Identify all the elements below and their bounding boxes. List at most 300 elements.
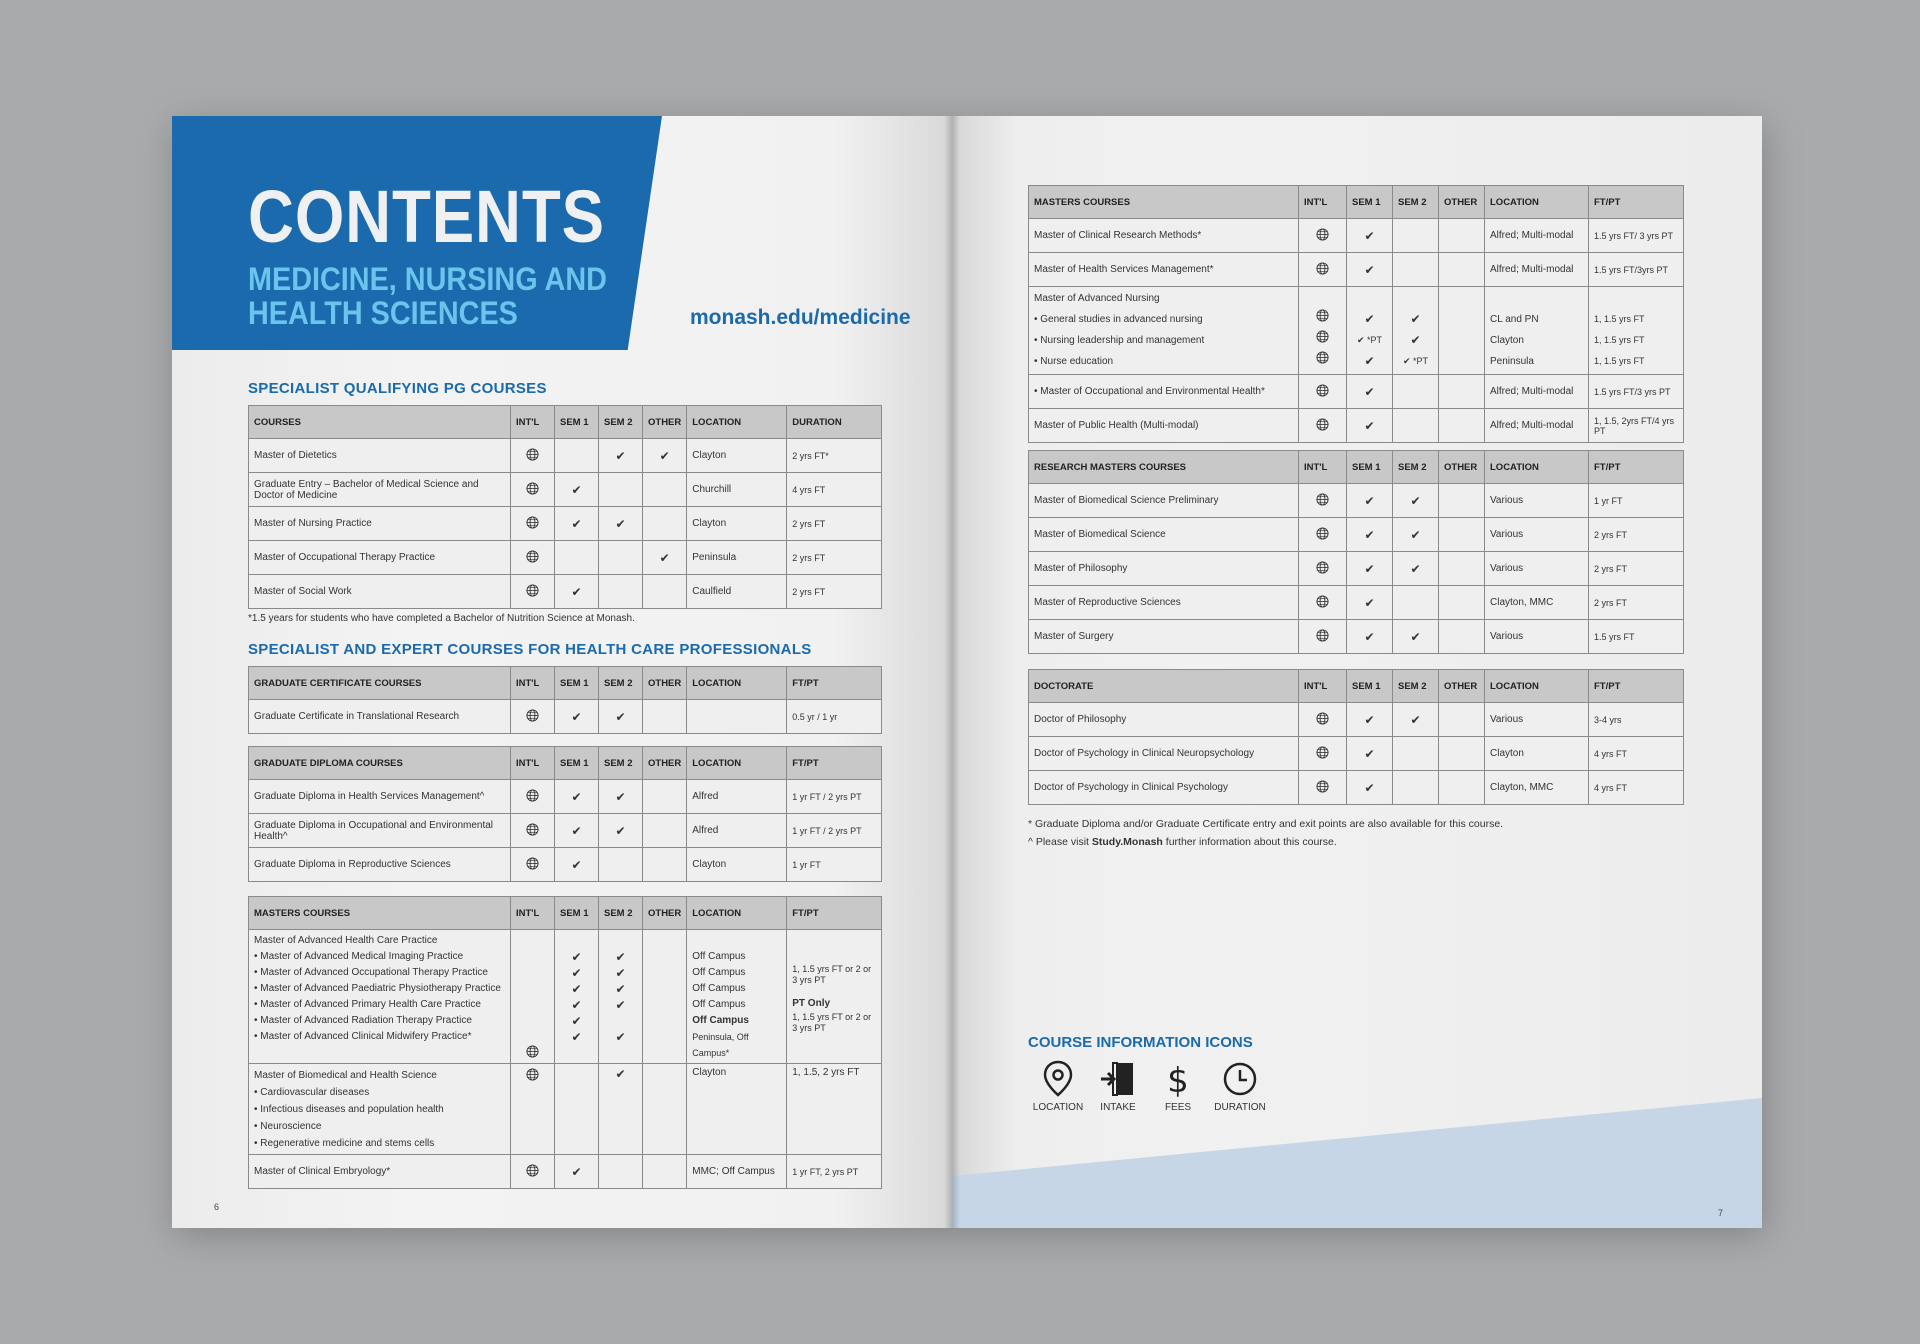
intl-cell	[511, 1064, 555, 1155]
sem1-cell: ✔	[1347, 552, 1393, 586]
masters-courses-table	[248, 896, 882, 1189]
course-cell: Doctor of Psychology in Clinical Psychology	[1029, 771, 1299, 805]
sem1-cell: ✔	[1347, 771, 1393, 805]
table-row	[1029, 287, 1684, 375]
course-cell: Master of Public Health (Multi-modal)	[1029, 409, 1299, 443]
col-header: INT'L	[511, 897, 555, 930]
icon-label: FEES	[1164, 1102, 1192, 1113]
col-header: SEM 1	[555, 406, 599, 439]
globe-icon	[1316, 717, 1329, 728]
course-item: • Regenerative medicine and stems cells	[254, 1138, 435, 1149]
graduate-diploma-table	[248, 746, 882, 882]
globe-icon	[1316, 785, 1329, 796]
sem2-cell: ✔	[599, 507, 643, 541]
col-header: SEM 2	[599, 747, 643, 780]
duration-cell: 2 yrs FT*	[787, 439, 882, 473]
course-cell: Doctor of Psychology in Clinical Neuropsychology	[1029, 737, 1299, 771]
doctorate-table	[1028, 669, 1684, 805]
duration-cell: 4 yrs FT	[1589, 737, 1684, 771]
intl-cell	[1299, 287, 1347, 375]
course-item: • Master of Advanced Clinical Midwifery Practice*	[254, 1031, 472, 1042]
sem1-cell: ✔	[1347, 518, 1393, 552]
footnote: ^ Please visit Study.Monash further information about this course.	[1028, 836, 1337, 848]
col-header: GRADUATE CERTIFICATE COURSES	[249, 667, 511, 700]
location-cell	[687, 930, 787, 1064]
other-cell	[643, 507, 687, 541]
course-item: • Infectious diseases and population health	[254, 1104, 444, 1115]
location-cell: Alfred; Multi-modal	[1485, 409, 1589, 443]
course-item: • Cardiovascular diseases	[254, 1087, 370, 1098]
tick-mark: ✔	[1410, 333, 1421, 347]
col-header: RESEARCH MASTERS COURSES	[1029, 451, 1299, 484]
intl-cell	[1299, 703, 1347, 737]
course-cell: Master of Philosophy	[1029, 552, 1299, 586]
globe-icon	[1316, 532, 1329, 543]
sem2-cell	[599, 1155, 643, 1189]
location-cell: MMC; Off Campus	[687, 1155, 787, 1189]
location-cell: Clayton	[687, 848, 787, 882]
col-header: LOCATION	[687, 897, 787, 930]
globe-icon	[1316, 600, 1329, 611]
duration-cell: 4 yrs FT	[1589, 771, 1684, 805]
location-legend	[1028, 1060, 1088, 1113]
sem1-cell: ✔	[1347, 375, 1393, 409]
other-cell	[1439, 287, 1485, 375]
sem2-cell	[599, 541, 643, 575]
course-cell	[249, 930, 511, 1064]
table-row	[1029, 219, 1684, 253]
globe-icon	[1316, 356, 1329, 367]
sem2-cell	[1393, 586, 1439, 620]
duration-cell: 1.5 yrs FT/3yrs PT	[1589, 253, 1684, 287]
sem1-cell: ✔	[555, 814, 599, 848]
intl-cell	[511, 507, 555, 541]
icon-label: INTAKE	[1100, 1102, 1136, 1113]
globe-icon	[526, 1169, 539, 1180]
website-link[interactable]: monash.edu/medicine	[690, 306, 911, 329]
other-cell	[643, 848, 687, 882]
intl-cell	[511, 439, 555, 473]
duration-cell: 0.5 yr / 1 yr	[787, 700, 882, 734]
sem2-cell: ✔	[1393, 620, 1439, 654]
globe-icon	[1316, 389, 1329, 400]
sem1-cell: ✔	[1347, 620, 1393, 654]
sem2-cell	[599, 575, 643, 609]
intl-cell	[511, 848, 555, 882]
sem1-cell	[555, 1064, 599, 1155]
table-row	[249, 848, 882, 882]
sem2-cell	[1393, 409, 1439, 443]
other-cell	[1439, 375, 1485, 409]
sem1-cell: ✔ ✔ ✔ ✔ ✔ ✔	[555, 930, 599, 1064]
globe-icon	[1316, 314, 1329, 325]
location-cell: Alfred	[687, 780, 787, 814]
col-header: FT/PT	[1589, 670, 1684, 703]
intl-cell	[511, 541, 555, 575]
other-cell	[643, 930, 687, 1064]
sem1-cell	[555, 439, 599, 473]
table-row	[249, 1064, 882, 1155]
sem1-cell: ✔	[555, 700, 599, 734]
col-header: INT'L	[511, 747, 555, 780]
col-header: INT'L	[511, 667, 555, 700]
location-cell: Clayton	[1485, 737, 1589, 771]
intl-cell	[1299, 409, 1347, 443]
intl-cell	[511, 780, 555, 814]
sem2-cell: ✔	[599, 439, 643, 473]
location-text: Clayton	[1490, 335, 1524, 346]
sem2-cell: ✔	[599, 814, 643, 848]
right-page	[952, 116, 1762, 1228]
col-header: INT'L	[1299, 670, 1347, 703]
sem2-cell: ✔	[599, 780, 643, 814]
course-cell: Master of Nursing Practice	[249, 507, 511, 541]
course-cell: Graduate Entry – Bachelor of Medical Science and Doctor of Medicine	[249, 473, 511, 507]
course-item: • Master of Advanced Paediatric Physiotherapy Practice	[254, 983, 501, 994]
course-cell: Doctor of Philosophy	[1029, 703, 1299, 737]
table-header-row	[1029, 186, 1684, 219]
intl-cell	[511, 473, 555, 507]
duration-cell: 1 yr FT / 2 yrs PT	[787, 814, 882, 848]
col-header: DURATION	[787, 406, 882, 439]
icon-label: LOCATION	[1032, 1102, 1084, 1113]
location-text: Off Campus	[692, 999, 746, 1010]
other-cell: ✔	[643, 541, 687, 575]
table-row	[1029, 375, 1684, 409]
course-cell: • Master of Occupational and Environmental Health*	[1029, 375, 1299, 409]
course-cell: Graduate Certificate in Translational Research	[249, 700, 511, 734]
duration-cell: 2 yrs FT	[787, 575, 882, 609]
intl-cell	[1299, 771, 1347, 805]
table-row	[1029, 586, 1684, 620]
book-gutter	[944, 116, 960, 1228]
other-cell	[643, 1155, 687, 1189]
duration-cell: 2 yrs FT	[1589, 518, 1684, 552]
intl-cell	[511, 814, 555, 848]
duration-cell: 1, 1.5, 2yrs FT/4 yrs PT	[1589, 409, 1684, 443]
intl-cell	[1299, 586, 1347, 620]
course-cell: Master of Clinical Embryology*	[249, 1155, 511, 1189]
duration-cell: 2 yrs FT	[1589, 552, 1684, 586]
page-number: 6	[214, 1202, 220, 1212]
globe-icon	[1316, 751, 1329, 762]
page-number: 7	[1718, 1208, 1724, 1218]
col-header: SEM 2	[1393, 670, 1439, 703]
study-monash-link[interactable]: Study.Monash	[1091, 836, 1163, 848]
other-cell	[643, 473, 687, 507]
other-cell	[1439, 409, 1485, 443]
footnote: * Graduate Diploma and/or Graduate Certificate entry and exit points are also available for this course.	[1028, 818, 1504, 830]
duration-cell: 1.5 yrs FT/3 yrs PT	[1589, 375, 1684, 409]
intl-cell	[511, 1155, 555, 1189]
other-cell	[1439, 253, 1485, 287]
course-cell: Master of Surgery	[1029, 620, 1299, 654]
col-header: SEM 1	[555, 747, 599, 780]
course-cell	[1029, 287, 1299, 375]
icon-label: DURATION	[1214, 1102, 1266, 1113]
sem2-cell	[1393, 219, 1439, 253]
location-cell: Alfred; Multi-modal	[1485, 375, 1589, 409]
course-cell: Master of Health Services Management*	[1029, 253, 1299, 287]
table-header-row	[1029, 451, 1684, 484]
table-row	[249, 507, 882, 541]
col-header: FT/PT	[787, 897, 882, 930]
duration-cell	[787, 930, 882, 1064]
other-cell	[1439, 737, 1485, 771]
table-row	[249, 780, 882, 814]
sem2-cell	[1393, 737, 1439, 771]
sem2-cell: ✔	[599, 1064, 643, 1155]
globe-icon	[1316, 233, 1329, 244]
table-header-row	[249, 747, 882, 780]
location-cell: Clayton, MMC	[1485, 771, 1589, 805]
sem1-cell: ✔	[1347, 586, 1393, 620]
globe-icon	[526, 714, 539, 725]
duration-text: 1, 1.5 yrs FT	[1594, 335, 1645, 345]
table-row	[249, 541, 882, 575]
col-header: FT/PT	[1589, 186, 1684, 219]
col-header: SEM 1	[1347, 186, 1393, 219]
page-subtitle: MEDICINE, NURSING AND HEALTH SCIENCES	[248, 261, 607, 331]
col-header: LOCATION	[1485, 451, 1589, 484]
table-header-row	[249, 667, 882, 700]
location-text: Peninsula, Off Campus*	[692, 1032, 749, 1058]
sem2-cell	[1393, 287, 1439, 375]
sem2-cell	[1393, 771, 1439, 805]
col-header: INT'L	[511, 406, 555, 439]
course-cell: Master of Biomedical Science	[1029, 518, 1299, 552]
table-row	[1029, 703, 1684, 737]
globe-icon	[526, 1073, 539, 1084]
course-cell: Master of Occupational Therapy Practice	[249, 541, 511, 575]
sem1-cell: ✔	[555, 780, 599, 814]
tick-mark: ✔	[1364, 354, 1375, 368]
other-cell	[643, 1064, 687, 1155]
table-row	[1029, 771, 1684, 805]
course-cell: Master of Reproductive Sciences	[1029, 586, 1299, 620]
col-header: OTHER	[643, 897, 687, 930]
intl-cell	[511, 930, 555, 1064]
globe-icon	[1316, 634, 1329, 645]
sem1-cell	[1347, 287, 1393, 375]
course-item: • Master of Advanced Radiation Therapy Practice	[254, 1015, 472, 1026]
other-cell	[643, 700, 687, 734]
globe-icon	[526, 794, 539, 805]
col-header: SEM 2	[599, 406, 643, 439]
duration-cell: 1, 1.5, 2 yrs FT	[787, 1064, 882, 1155]
page-title: CONTENTS	[248, 175, 605, 258]
col-header: SEM 1	[1347, 451, 1393, 484]
col-header: SEM 1	[1347, 670, 1393, 703]
sem1-cell: ✔	[1347, 703, 1393, 737]
other-cell	[643, 575, 687, 609]
sem1-cell: ✔	[555, 1155, 599, 1189]
duration-cell	[1589, 287, 1684, 375]
duration-text: 1, 1.5 yrs FT or 2 or 3 yrs PT	[792, 964, 872, 985]
location-cell: Caulfield	[687, 575, 787, 609]
duration-text: PT Only	[792, 998, 831, 1009]
duration-text: 1, 1.5 yrs FT or 2 or 3 yrs PT	[792, 1012, 872, 1033]
globe-icon	[526, 555, 539, 566]
location-cell: Alfred; Multi-modal	[1485, 253, 1589, 287]
intl-cell	[1299, 484, 1347, 518]
icons-section-title: COURSE INFORMATION ICONS	[1028, 1034, 1253, 1051]
col-header: FT/PT	[787, 747, 882, 780]
intl-cell	[1299, 375, 1347, 409]
sem2-cell: ✔ ✔ ✔ ✔ ✔	[599, 930, 643, 1064]
globe-icon	[526, 589, 539, 600]
course-item: • Master of Advanced Medical Imaging Practice	[254, 951, 464, 962]
intake-legend	[1088, 1060, 1148, 1113]
intl-cell	[1299, 552, 1347, 586]
other-cell	[1439, 518, 1485, 552]
col-header: SEM 1	[555, 667, 599, 700]
location-cell: Clayton, MMC	[1485, 586, 1589, 620]
col-header: OTHER	[643, 667, 687, 700]
other-cell	[1439, 552, 1485, 586]
section-title: SPECIALIST AND EXPERT COURSES FOR HEALTH CARE PROFESSIONALS	[248, 641, 812, 658]
intl-cell	[1299, 737, 1347, 771]
globe-icon	[526, 828, 539, 839]
globe-icon	[1316, 498, 1329, 509]
col-header: GRADUATE DIPLOMA COURSES	[249, 747, 511, 780]
location-text: CL and PN	[1490, 314, 1539, 325]
location-text: Off Campus	[692, 951, 746, 962]
sem1-cell: ✔	[555, 507, 599, 541]
duration-cell: 1 yr FT	[1589, 484, 1684, 518]
intl-cell	[511, 575, 555, 609]
dollar-icon	[1162, 1060, 1194, 1098]
specialist-qualifying-table	[248, 405, 882, 609]
course-item: • Master of Advanced Primary Health Care Practice	[254, 999, 481, 1010]
decorative-wave	[952, 1098, 1762, 1228]
course-cell: Master of Dietetics	[249, 439, 511, 473]
sem2-cell	[599, 473, 643, 507]
course-cell: Master of Social Work	[249, 575, 511, 609]
course-cell: Master of Biomedical Science Preliminary	[1029, 484, 1299, 518]
location-cell: Churchill	[687, 473, 787, 507]
left-page	[172, 116, 952, 1228]
table-row	[249, 439, 882, 473]
col-header: SEM 1	[555, 897, 599, 930]
col-header: COURSES	[249, 406, 511, 439]
globe-icon	[1316, 423, 1329, 434]
svg-text:$: $	[1167, 1061, 1189, 1098]
intl-cell	[511, 700, 555, 734]
sem2-cell	[1393, 253, 1439, 287]
sem1-cell: ✔	[555, 473, 599, 507]
col-header: FT/PT	[1589, 451, 1684, 484]
sem2-cell: ✔	[1393, 552, 1439, 586]
sem2-cell	[599, 848, 643, 882]
research-masters-table	[1028, 450, 1684, 654]
table-row	[249, 1155, 882, 1189]
location-cell: Various	[1485, 552, 1589, 586]
duration-cell: 1.5 yrs FT	[1589, 620, 1684, 654]
globe-icon	[526, 453, 539, 464]
sem1-cell: ✔	[1347, 409, 1393, 443]
intl-cell	[1299, 620, 1347, 654]
course-item: • General studies in advanced nursing	[1034, 314, 1203, 325]
globe-icon	[1316, 335, 1329, 346]
duration-cell: 3-4 yrs	[1589, 703, 1684, 737]
course-cell	[249, 1064, 511, 1155]
sem1-cell: ✔	[1347, 737, 1393, 771]
sem2-cell: ✔	[1393, 484, 1439, 518]
col-header: MASTERS COURSES	[249, 897, 511, 930]
col-header: SEM 2	[1393, 451, 1439, 484]
course-cell: Graduate Diploma in Reproductive Sciences	[249, 848, 511, 882]
globe-icon	[526, 487, 539, 498]
table-row	[249, 575, 882, 609]
col-header: DOCTORATE	[1029, 670, 1299, 703]
col-header: LOCATION	[687, 406, 787, 439]
tick-mark: ✔	[1364, 312, 1375, 326]
location-cell: Peninsula	[687, 541, 787, 575]
location-cell: Various	[1485, 518, 1589, 552]
sem1-cell: ✔	[1347, 484, 1393, 518]
location-text: Off Campus	[692, 1015, 749, 1026]
col-header: LOCATION	[687, 667, 787, 700]
table-row	[1029, 484, 1684, 518]
col-header: FT/PT	[787, 667, 882, 700]
other-cell	[1439, 219, 1485, 253]
duration-cell: 2 yrs FT	[787, 507, 882, 541]
location-cell: Alfred	[687, 814, 787, 848]
table-row	[1029, 409, 1684, 443]
duration-cell: 1 yr FT / 2 yrs PT	[787, 780, 882, 814]
course-cell: Graduate Diploma in Occupational and Environmental Health^	[249, 814, 511, 848]
other-cell	[1439, 484, 1485, 518]
graduate-certificate-table	[248, 666, 882, 734]
duration-cell: 1 yr FT, 2 yrs PT	[787, 1155, 882, 1189]
location-pin-icon	[1042, 1060, 1074, 1098]
col-header: SEM 2	[599, 667, 643, 700]
table-row	[249, 814, 882, 848]
sem2-cell: ✔	[1393, 703, 1439, 737]
tick-mark: ✔ *PT	[1356, 335, 1383, 345]
col-header: SEM 2	[599, 897, 643, 930]
location-cell	[1485, 287, 1589, 375]
intake-door-icon	[1099, 1060, 1137, 1098]
other-cell: ✔	[643, 439, 687, 473]
tick-mark: ✔ *PT	[1402, 356, 1429, 366]
other-cell	[1439, 771, 1485, 805]
col-header: INT'L	[1299, 451, 1347, 484]
col-header: OTHER	[643, 747, 687, 780]
globe-icon	[1316, 267, 1329, 278]
col-header: OTHER	[643, 406, 687, 439]
duration-cell: 2 yrs FT	[1589, 586, 1684, 620]
course-cell: Master of Clinical Research Methods*	[1029, 219, 1299, 253]
section-title: SPECIALIST QUALIFYING PG COURSES	[248, 380, 547, 397]
globe-icon	[1316, 566, 1329, 577]
tick-mark: ✔	[1410, 312, 1421, 326]
course-title: Master of Advanced Nursing	[1034, 293, 1160, 304]
duration-legend	[1210, 1060, 1270, 1113]
sem1-cell: ✔	[555, 848, 599, 882]
table-row	[249, 700, 882, 734]
globe-icon	[526, 1050, 539, 1061]
sem1-cell	[555, 541, 599, 575]
other-cell	[643, 814, 687, 848]
other-cell	[1439, 620, 1485, 654]
duration-text: 1, 1.5 yrs FT	[1594, 356, 1645, 366]
table-row	[1029, 253, 1684, 287]
col-header: OTHER	[1439, 186, 1485, 219]
other-cell	[643, 780, 687, 814]
duration-cell: 4 yrs FT	[787, 473, 882, 507]
